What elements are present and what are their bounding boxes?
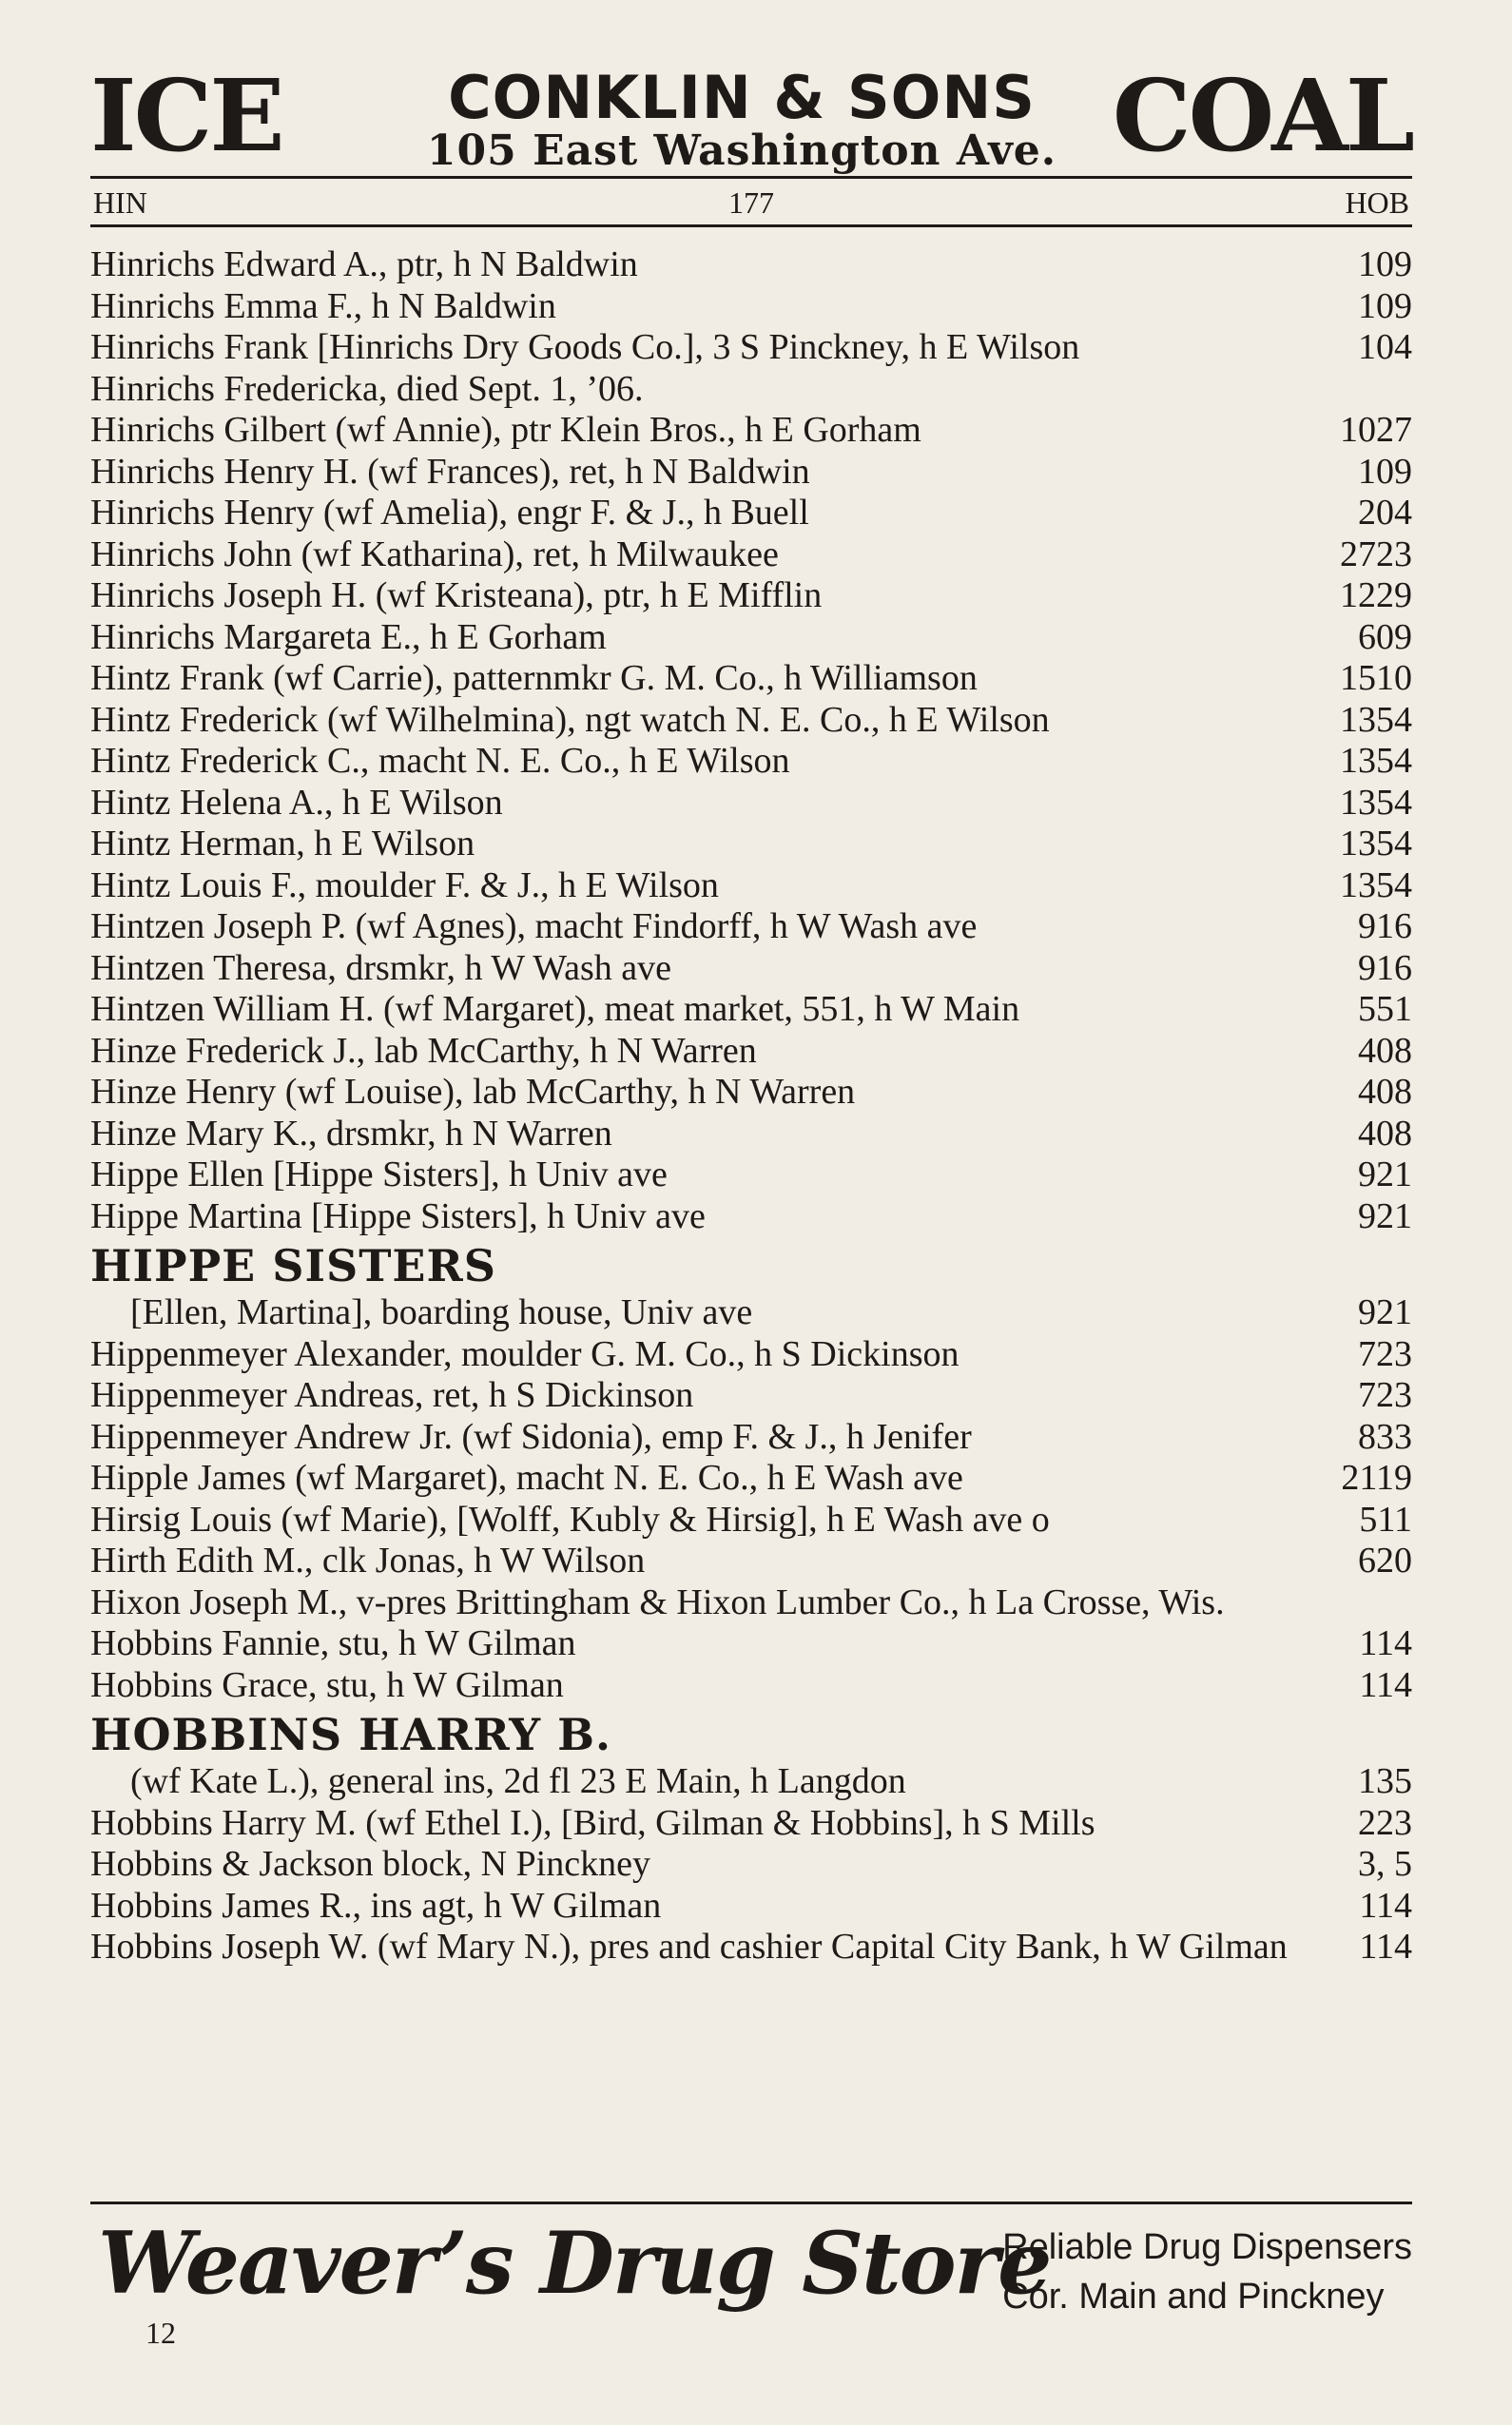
listing-text: (wf Kate L.), general ins, 2d fl 23 E Main, h Langdon bbox=[130, 1761, 906, 1801]
listing-text: Hintzen William H. (wf Margaret), meat market, 551, h W Main bbox=[90, 989, 1020, 1029]
listing-text: Hinrichs Joseph H. (wf Kristeana), ptr, h E Mifflin bbox=[90, 575, 823, 615]
listing-entry bbox=[90, 1582, 1412, 1624]
guide-word-left: HIN bbox=[93, 185, 147, 220]
listing-text: Hintz Helena A., h E Wilson bbox=[90, 782, 503, 823]
listing-entry bbox=[90, 1375, 1412, 1417]
listing-entry bbox=[90, 1927, 1412, 1969]
listing-phone-number: 916 bbox=[1358, 906, 1412, 946]
directory-listings bbox=[90, 244, 1412, 1969]
ad-store-name: Weaver’s Drug Store bbox=[98, 2213, 1051, 2314]
listing-phone-number: 551 bbox=[1358, 989, 1412, 1029]
listing-text: Hinze Henry (wf Louise), lab McCarthy, h N Warren bbox=[90, 1072, 856, 1112]
listing-entry bbox=[90, 906, 1412, 948]
listing-text: Hinrichs Henry H. (wf Frances), ret, h N Baldwin bbox=[90, 451, 810, 492]
listing-text: Hintzen Theresa, drsmkr, h W Wash ave bbox=[90, 947, 672, 988]
listing-text: Hinrichs Margareta E., h E Gorham bbox=[90, 616, 607, 657]
listing-text: [Ellen, Martina], boarding house, Univ ave bbox=[130, 1292, 753, 1332]
bottom-advertisement bbox=[90, 2202, 1412, 2344]
listing-entry bbox=[90, 327, 1412, 369]
header-rule-bottom bbox=[90, 224, 1412, 227]
listing-text: Hobbins Harry M. (wf Ethel I.), [Bird, Gilman & Hobbins], h S Mills bbox=[90, 1802, 1095, 1843]
listing-entry bbox=[90, 1761, 1412, 1803]
listing-phone-number: 135 bbox=[1358, 1761, 1412, 1801]
listing-text: Hintz Herman, h E Wilson bbox=[90, 824, 475, 863]
guide-word-right: HOB bbox=[1345, 185, 1409, 220]
listing-entry bbox=[90, 1803, 1412, 1845]
ad-tagline-2: Cor. Main and Pinckney bbox=[1002, 2277, 1385, 2317]
ad-tagline-1: Reliable Drug Dispensers bbox=[1002, 2227, 1412, 2267]
listing-entry bbox=[90, 1541, 1412, 1582]
directory-page bbox=[90, 57, 1412, 2396]
listing-phone-number: 109 bbox=[1358, 451, 1412, 492]
listing-text: Hobbins James R., ins agt, h W Gilman bbox=[90, 1885, 662, 1926]
listing-entry bbox=[90, 1031, 1412, 1073]
listing-entry bbox=[90, 410, 1412, 452]
listing-text: Hippenmeyer Andrew Jr. (wf Sidonia), emp F. & J., h Jenifer bbox=[90, 1416, 972, 1457]
listing-entry bbox=[90, 989, 1412, 1031]
listing-text: Hinrichs John (wf Katharina), ret, h Milwaukee bbox=[90, 534, 779, 574]
listing-phone-number: 921 bbox=[1358, 1292, 1412, 1332]
listing-entry bbox=[90, 617, 1412, 659]
listing-entry bbox=[90, 369, 1412, 411]
listing-entry bbox=[90, 1154, 1412, 1196]
listing-text: Hobbins Grace, stu, h W Gilman bbox=[90, 1664, 564, 1705]
listing-entry bbox=[90, 534, 1412, 576]
listing-phone-number: 114 bbox=[1359, 1927, 1412, 1967]
ad-store-tagline bbox=[1002, 2222, 1412, 2321]
listing-phone-number: 1354 bbox=[1340, 741, 1412, 781]
listing-text: Hinrichs Emma F., h N Baldwin bbox=[90, 285, 556, 326]
listing-text: Hinrichs Gilbert (wf Annie), ptr Klein Bros., h E Gorham bbox=[90, 410, 921, 450]
listing-heading: HIPPE SISTERS bbox=[90, 1240, 496, 1291]
top-advertisement bbox=[90, 57, 1412, 176]
listing-phone-number: 408 bbox=[1358, 1113, 1412, 1154]
listing-text: Hintz Louis F., moulder F. & J., h E Wilson bbox=[90, 864, 719, 905]
listing-text: Hobbins Joseph W. (wf Mary N.), pres and cashier Capital City Bank, h W Gilman bbox=[90, 1927, 1288, 1967]
listing-phone-number: 3, 5 bbox=[1358, 1844, 1412, 1884]
listing-phone-number: 223 bbox=[1358, 1802, 1412, 1843]
listing-entry bbox=[90, 865, 1412, 907]
listing-phone-number: 620 bbox=[1358, 1541, 1412, 1581]
footer-rule bbox=[90, 2202, 1412, 2204]
listing-entry bbox=[90, 452, 1412, 494]
listing-phone-number: 723 bbox=[1358, 1375, 1412, 1415]
listing-phone-number: 114 bbox=[1359, 1623, 1412, 1663]
listing-entry bbox=[90, 575, 1412, 617]
listing-phone-number: 921 bbox=[1358, 1154, 1412, 1194]
ad-firm-block bbox=[376, 63, 1108, 176]
listing-heading: HOBBINS HARRY B. bbox=[90, 1709, 612, 1760]
ad-firm-name: CONKLIN & SONS bbox=[448, 63, 1036, 132]
listing-text: Hobbins Fannie, stu, h W Gilman bbox=[90, 1623, 576, 1663]
listing-text: Hintz Frederick C., macht N. E. Co., h E Wilson bbox=[90, 741, 790, 781]
listing-entry bbox=[90, 1844, 1412, 1886]
listing-text: Hintzen Joseph P. (wf Agnes), macht Findorff, h W Wash ave bbox=[90, 906, 978, 946]
listing-phone-number: 1354 bbox=[1340, 824, 1412, 863]
listing-entry bbox=[90, 1665, 1412, 1707]
listing-phone-number: 114 bbox=[1359, 1664, 1412, 1705]
listing-entry bbox=[90, 493, 1412, 534]
ad-coal-word: COAL bbox=[1112, 57, 1412, 174]
listing-phone-number: 921 bbox=[1358, 1195, 1412, 1236]
listing-entry bbox=[90, 1500, 1412, 1542]
listing-phone-number: 109 bbox=[1358, 244, 1412, 284]
listing-text: Hippenmeyer Andreas, ret, h S Dickinson bbox=[90, 1375, 694, 1415]
listing-text: Hinrichs Henry (wf Amelia), engr F. & J., h Buell bbox=[90, 493, 809, 533]
listing-text: Hinrichs Frank [Hinrichs Dry Goods Co.], 3 S Pinckney, h E Wilson bbox=[90, 327, 1080, 367]
listing-phone-number: 723 bbox=[1358, 1333, 1412, 1374]
listing-phone-number: 1354 bbox=[1340, 864, 1412, 905]
listing-text: Hinze Mary K., drsmkr, h N Warren bbox=[90, 1113, 612, 1154]
listing-phone-number: 408 bbox=[1358, 1030, 1412, 1071]
listing-phone-number: 104 bbox=[1358, 327, 1412, 367]
listing-entry bbox=[90, 1292, 1412, 1334]
listing-phone-number: 1027 bbox=[1340, 410, 1412, 450]
folio-number: 12 bbox=[145, 2316, 176, 2350]
listing-phone-number: 204 bbox=[1358, 493, 1412, 533]
listing-text: Hinze Frederick J., lab McCarthy, h N Warren bbox=[90, 1030, 757, 1071]
listing-entry bbox=[90, 1114, 1412, 1155]
listing-entry bbox=[90, 741, 1412, 783]
listing-entry bbox=[90, 948, 1412, 990]
listing-entry bbox=[90, 244, 1412, 286]
guide-words bbox=[90, 179, 1412, 224]
ad-firm-address: 105 East Washington Ave. bbox=[426, 126, 1057, 175]
listing-text: Hirth Edith M., clk Jonas, h W Wilson bbox=[90, 1541, 646, 1581]
listing-entry bbox=[90, 286, 1412, 328]
listing-text: Hippenmeyer Alexander, moulder G. M. Co., h S Dickinson bbox=[90, 1333, 960, 1374]
listing-text: Hipple James (wf Margaret), macht N. E. Co., h E Wash ave bbox=[90, 1458, 963, 1498]
listing-text: Hintz Frederick (wf Wilhelmina), ngt watch N. E. Co., h E Wilson bbox=[90, 699, 1050, 740]
listing-phone-number: 2723 bbox=[1340, 534, 1412, 574]
listing-phone-number: 408 bbox=[1358, 1072, 1412, 1112]
listing-phone-number: 2119 bbox=[1341, 1458, 1412, 1498]
listing-entry bbox=[90, 1623, 1412, 1665]
listing-entry bbox=[90, 824, 1412, 865]
listing-entry bbox=[90, 1886, 1412, 1928]
listing-entry bbox=[90, 1196, 1412, 1238]
listing-phone-number: 109 bbox=[1358, 285, 1412, 326]
listing-text: Hinrichs Edward A., ptr, h N Baldwin bbox=[90, 244, 638, 284]
listing-phone-number: 609 bbox=[1358, 616, 1412, 657]
listing-phone-number: 916 bbox=[1358, 947, 1412, 988]
listing-entry bbox=[90, 1072, 1412, 1114]
listing-entry bbox=[90, 1458, 1412, 1500]
listing-text: Hobbins & Jackson block, N Pinckney bbox=[90, 1844, 650, 1884]
listing-text: Hixon Joseph M., v-pres Brittingham & Hixon Lumber Co., h La Crosse, Wis. bbox=[90, 1581, 1225, 1622]
listing-phone-number: 114 bbox=[1359, 1885, 1412, 1926]
ad-ice-word: ICE bbox=[90, 57, 282, 174]
listing-text: Hinrichs Fredericka, died Sept. 1, ’06. bbox=[90, 368, 644, 409]
listing-text: Hirsig Louis (wf Marie), [Wolff, Kubly & Hirsig], h E Wash ave o bbox=[90, 1499, 1050, 1540]
listing-phone-number: 1510 bbox=[1340, 658, 1412, 698]
listing-entry bbox=[90, 700, 1412, 742]
listing-entry bbox=[90, 658, 1412, 700]
listing-entry bbox=[90, 783, 1412, 824]
listing-phone-number: 1354 bbox=[1340, 782, 1412, 823]
listing-text: Hippe Martina [Hippe Sisters], h Univ ave bbox=[90, 1195, 706, 1236]
listing-phone-number: 511 bbox=[1359, 1499, 1412, 1540]
listing-entry bbox=[90, 1334, 1412, 1376]
listing-text: Hippe Ellen [Hippe Sisters], h Univ ave bbox=[90, 1154, 668, 1194]
listing-phone-number: 1229 bbox=[1340, 575, 1412, 615]
listing-phone-number: 833 bbox=[1358, 1416, 1412, 1457]
listing-entry bbox=[90, 1417, 1412, 1459]
listing-text: Hintz Frank (wf Carrie), patternmkr G. M. Co., h Williamson bbox=[90, 658, 978, 698]
page-number: 177 bbox=[728, 185, 774, 220]
listing-phone-number: 1354 bbox=[1340, 699, 1412, 740]
